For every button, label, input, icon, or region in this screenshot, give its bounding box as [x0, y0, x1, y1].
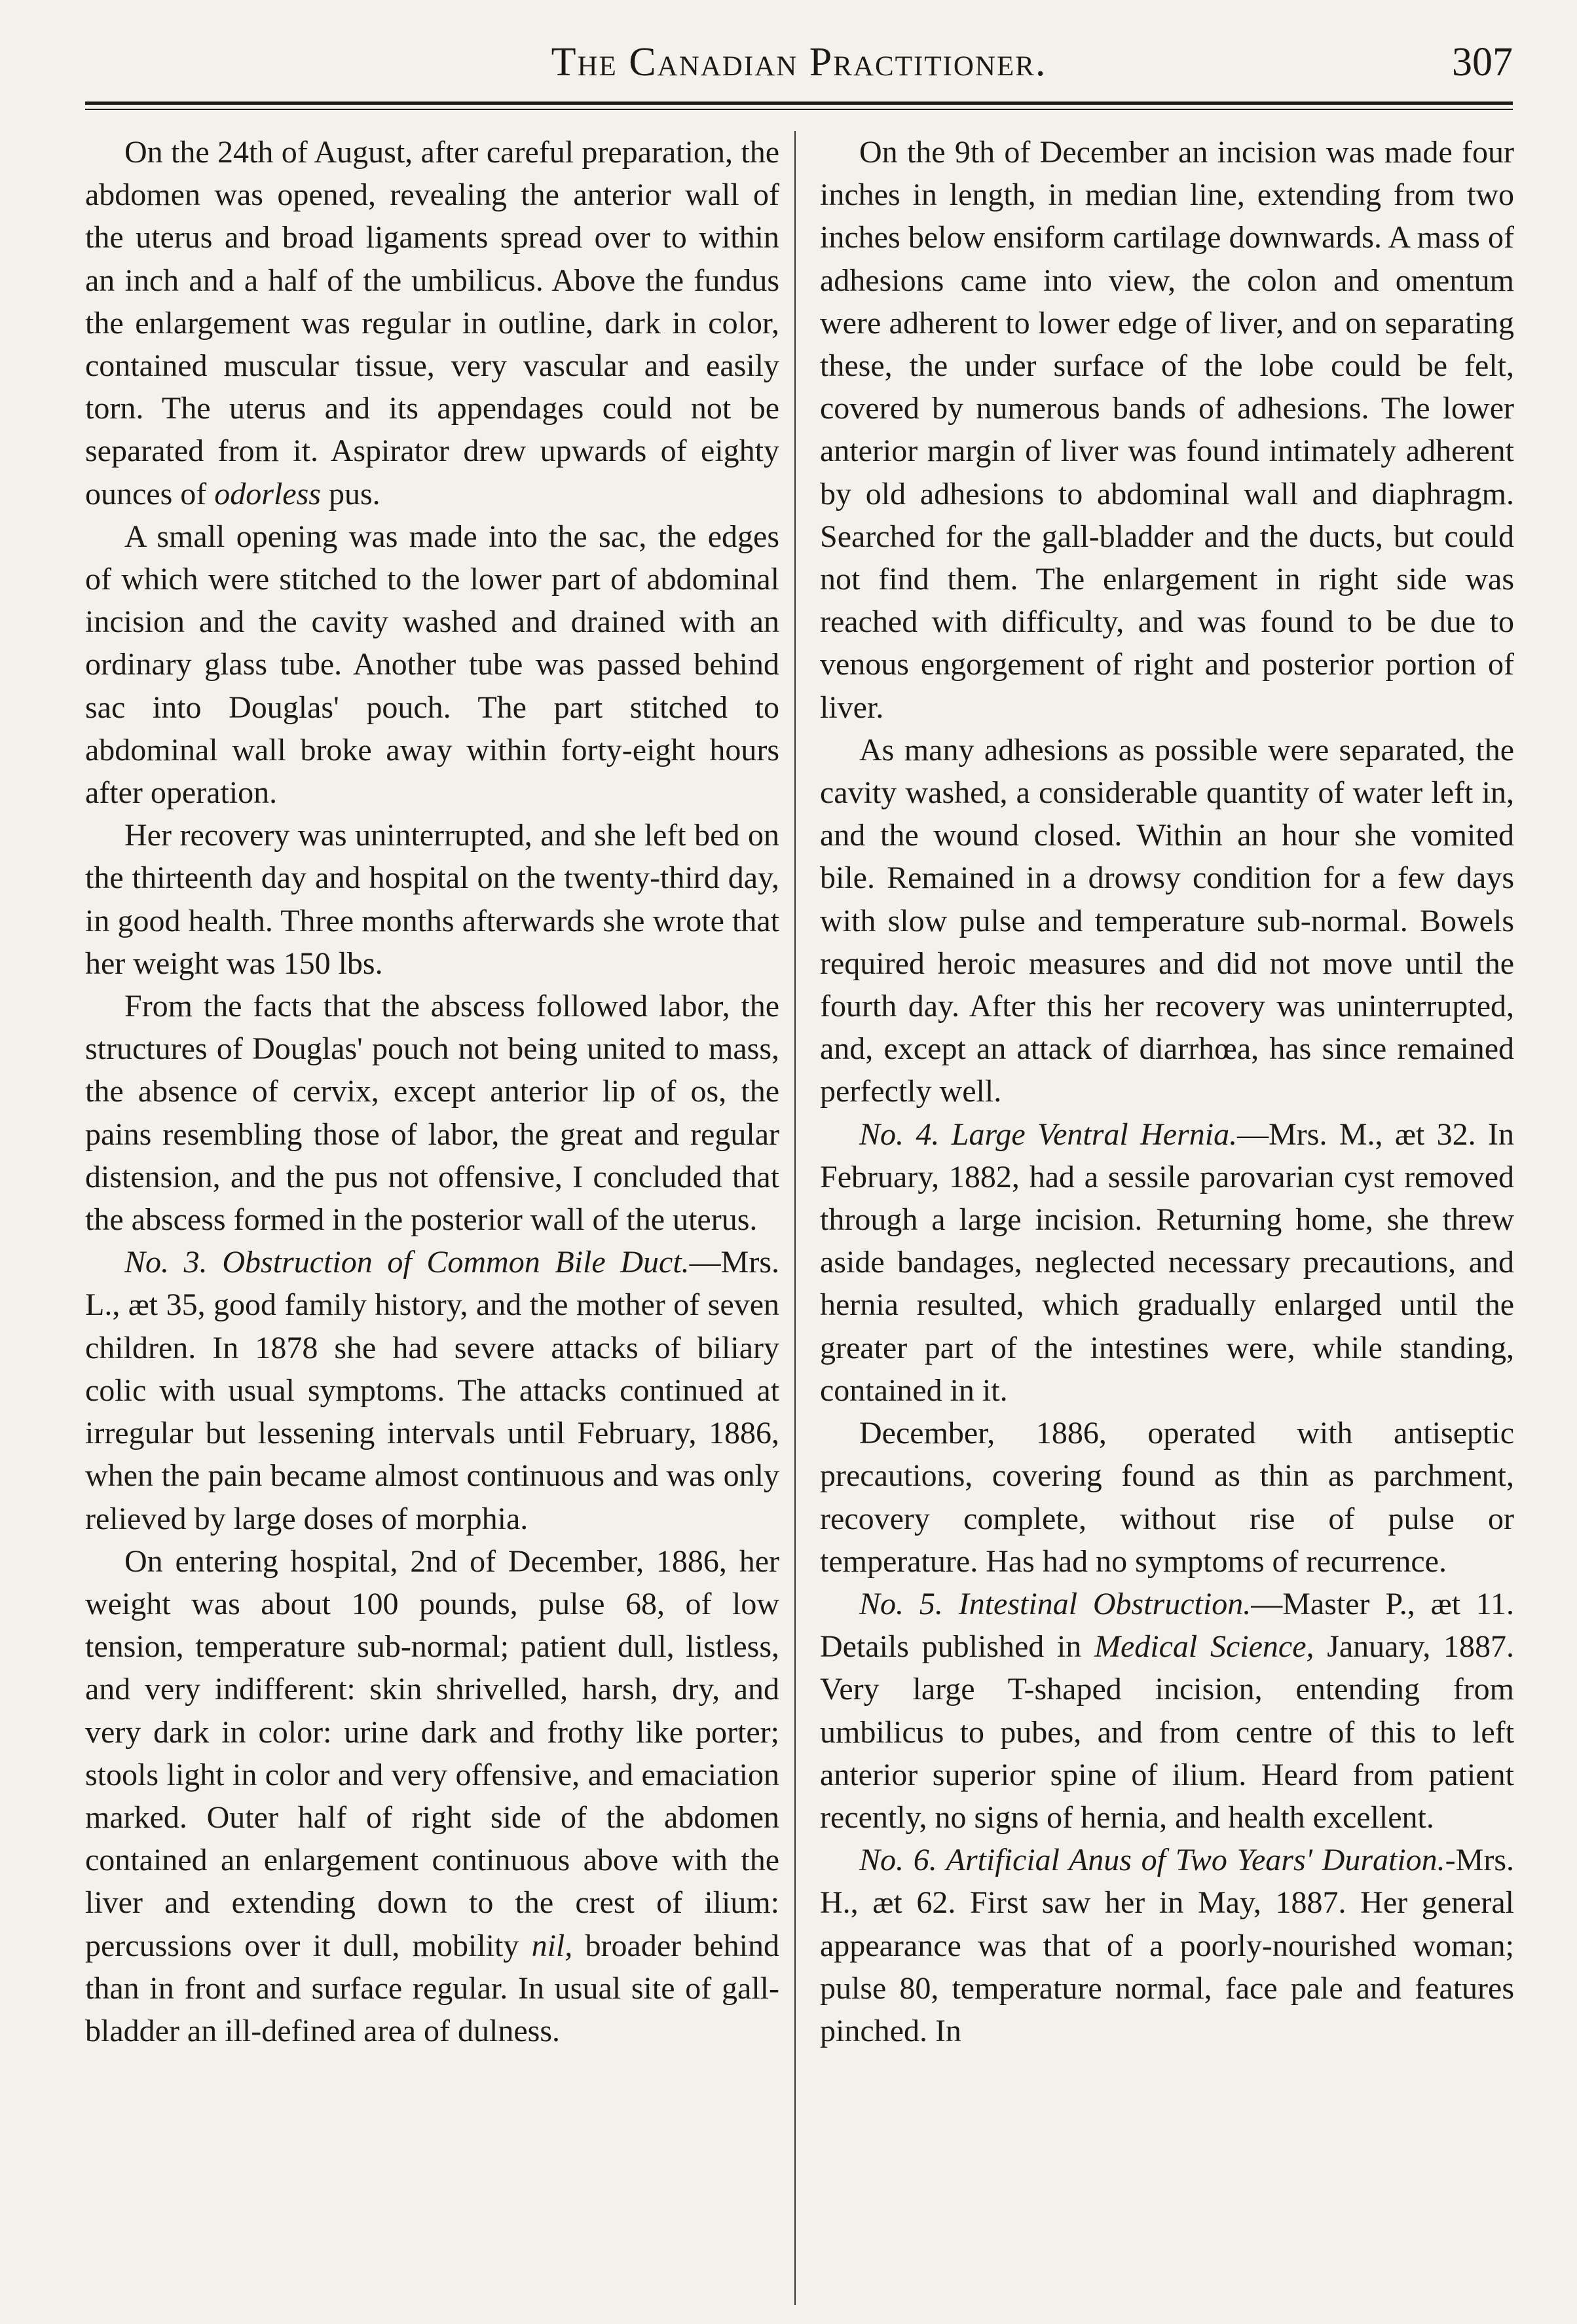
case-paragraph: No. 6. Artificial Anus of Two Years' Duration.-Mrs. H., æt 62. First saw her in May, 1887. Her general appearance was that of a poorly-nourished woman; pulse 80, temperature normal, face pale and features pinched. In: [820, 1843, 1514, 2048]
paragraph: On the 24th of August, after careful preparation, the abdomen was opened, revealing the anterior wall of the uterus and broad ligaments spread over to within an inch and a half of the umbilicus. Above the fundus the enlargement was regular in outline, dark in color, contained muscular tissue, very vascular and easily torn. The uterus and its appendages could not be separated from it. Aspirator drew upwards of eighty ounces of odorless pus.: [85, 135, 779, 511]
left-column: [85, 131, 779, 2052]
case-title: No. 3. Obstruction of Common Bile Duct.: [124, 1245, 690, 1280]
case-title: No. 5. Intestinal Obstruction.: [859, 1586, 1252, 1621]
header-rule-thick: [85, 101, 1513, 105]
paragraph: As many adhesions as possible were separated, the cavity washed, a considerable quantity of water left in, and the wound closed. Within an hour she vomited bile. Remained in a drowsy condition for a few days with slow pulse and temperature sub-normal. Bowels required heroic measures and did not move until the fourth day. After this her recovery was uninterrupted, and, except an attack of diarrhœa, has since remained perfectly well.: [820, 732, 1514, 1109]
case-paragraph: No. 5. Intestinal Obstruction.—Master P., æt 11. Details published in Medical Science, January, 1887. Very large T-shaped incision, entending from umbilicus to pubes, and from centre of this to left anterior superior spine of ilium. Heard from patient recently, no signs of hernia, and health excellent.: [820, 1586, 1515, 1835]
header-rule-thin: [85, 109, 1513, 110]
case-paragraph: No. 3. Obstruction of Common Bile Duct.—Mrs. L., æt 35, good family history, and the mother of seven children. In 1878 she had severe attacks of biliary colic with usual symptoms. The attacks continued at irregular but lessening intervals until February, 1886, when the pain became almost continuous and was only relieved by large doses of morphia.: [85, 1245, 779, 1536]
page-header: [85, 26, 1513, 98]
case-paragraph: No. 4. Large Ventral Hernia.—Mrs. M., æt 32. In February, 1882, had a sessile parovarian cyst removed through a large incision. Returning home, she threw aside bandages, neglected necessary precautions, and hernia resulted, which gradually enlarged until the greater part of the intestines were, while standing, contained in it.: [820, 1116, 1514, 1408]
paragraph: A small opening was made into the sac, the edges of which were stitched to the lower part of abdominal incision and the cavity washed and drained with an ordinary glass tube. Another tube was passed behind sac into Douglas' pouch. The part stitched to abdominal wall broke away within forty-eight hours after operation.: [85, 519, 779, 811]
paragraph: Her recovery was uninterrupted, and she left bed on the thirteenth day and hospital on the twenty-third day, in good health. Three months afterwards she wrote that her weight was 150 lbs.: [85, 818, 779, 981]
paragraph: From the facts that the abscess followed labor, the structures of Douglas' pouch not being united to mass, the absence of cervix, except anterior lip of os, the pains resembling those of labor, the great and regular distension, and the pus not offensive, I concluded that the abscess formed in the posterior wall of the uterus.: [85, 989, 779, 1238]
paragraph: On the 9th of December an incision was made four inches in length, in median line, extending from two inches below ensiform cartilage downwards. A mass of adhesions came into view, the colon and omentum were adherent to lower edge of liver, and on separating these, the under surface of the lobe could be felt, covered by numerous bands of adhesions. The lower anterior margin of liver was found intimately adherent by old adhesions to abdominal wall and diaphragm. Searched for the gall-bladder and the ducts, but could not find them. The enlargement in right side was reached with difficulty, and was found to be due to venous engorgement of right and posterior portion of liver.: [820, 135, 1514, 725]
case-title: No. 4. Large Ventral Hernia.: [859, 1116, 1238, 1152]
paragraph: December, 1886, operated with antiseptic precautions, covering found as thin as parchment, recovery complete, without rise of pulse or temperature. Has had no symptoms of recurrence.: [820, 1416, 1514, 1579]
journal-title: The Canadian Practitioner.: [551, 40, 1047, 84]
case-title: No. 6. Artificial Anus of Two Years' Duration.: [859, 1843, 1445, 1878]
page-number: 307: [1452, 40, 1513, 84]
paragraph: On entering hospital, 2nd of December, 1886, her weight was about 100 pounds, pulse 68, of low tension, temperature sub-normal; patient dull, listless, and very indifferent: skin shrivelled, harsh, dry, and very dark in color: urine dark and frothy like porter; stools light in color and very offensive, and emaciation marked. Outer half of right side of the abdomen contained an enlargement continuous above with the liver and extending down to the crest of ilium: percussions over it dull, mobility nil, broader behind than in front and surface regular. In usual site of gall-bladder an ill-defined area of dulness.: [85, 1543, 780, 2048]
column-divider: [794, 131, 796, 2305]
right-column: [820, 131, 1514, 2052]
